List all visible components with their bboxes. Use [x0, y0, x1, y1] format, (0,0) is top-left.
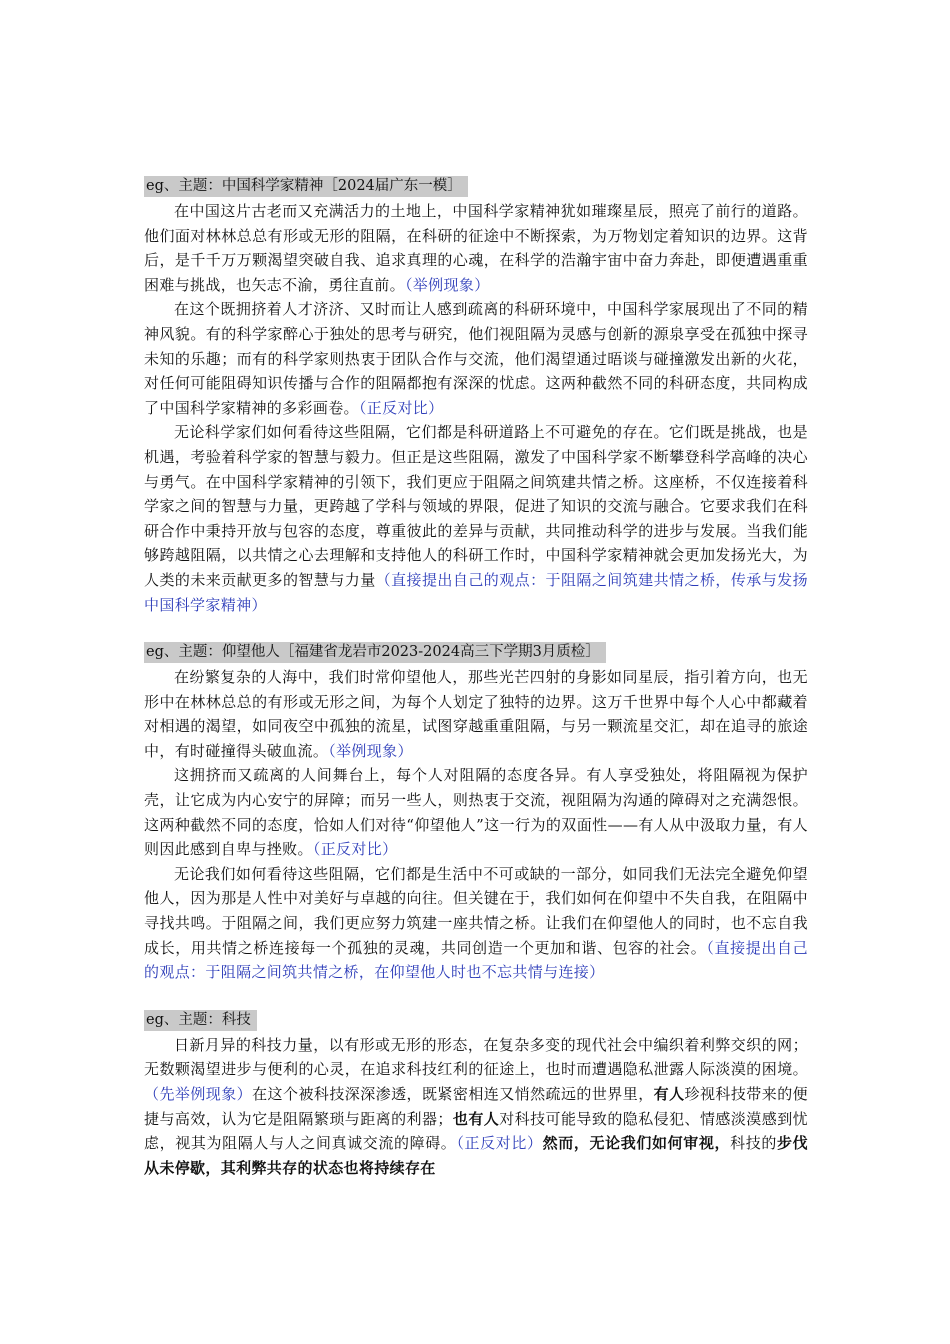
paragraph-viewpoint — [144, 862, 808, 985]
paragraph-text: 科技的 — [730, 1134, 778, 1153]
paragraph-contrast — [144, 297, 808, 420]
annotation-note: （正反对比） — [312, 840, 398, 859]
paragraph-intro — [144, 199, 808, 297]
annotation-note: （正反对比） — [358, 398, 444, 417]
paragraph-text: 在纷繁复杂的人海中，我们时常仰望他人，那些光芒四射的身影如同星辰，指引着方向，也无形中在林林总总的有形或无形之间，为每个人划定了独特的边界。这万千世界中每个人心中都藏着对相遇的渴望，如同夜空中孤独的流星，试图穿越重重阻隔，与另一颗流星交汇，却在追寻的旅途中，有时碰撞得头破血流。 — [144, 668, 808, 760]
example-section-scientist-spirit — [144, 175, 808, 617]
document-body — [144, 175, 808, 1204]
example-section-looking-up — [144, 641, 808, 985]
section-heading: eg、主题：科技 — [144, 1010, 257, 1031]
paragraph-text: 这拥挤而又疏离的人间舞台上，每个人对阻隔的态度各异。有人享受独处，将阻隔视为保护壳，让它成为内心安宁的屏障；而另一些人，则热衷于交流，视阻隔为沟通的障碍对之充满怨恨。这两种截然不同的态度，恰如人们对待“仰望他人”这一行为的双面性——有人从中汲取力量，有人则因此感到自卑与挫败。 — [144, 766, 808, 859]
example-section-technology — [144, 1009, 808, 1181]
annotation-note: （举例现象） — [404, 275, 490, 294]
paragraph-text: 对科技可能导致的隐私侵犯、情感淡漠感到忧虑，视其为阻隔人与人之间真诚交流的障碍。 — [144, 1109, 808, 1153]
annotation-note: （举例现象） — [328, 741, 413, 760]
paragraph-text: 在中国这片古老而又充满活力的土地上，中国科学家精神犹如璀璨星辰，照亮了前行的道路。他们面对林林总总有形或无形的阻隔，在科研的征途中不断探索，为万物划定着知识的边界。这背后，是千千万万颗渴望突破自我、追求真理的心魂，在科学的浩瀚宇宙中奋力奔赴，即便遭遇重重困难与挑战，也矢志不渝，勇往直前。 — [144, 202, 808, 294]
section-heading: eg、主题：仰望他人［福建省龙岩市2023-2024高三下学期3月质检］ — [144, 642, 606, 663]
paragraph-text: 在这个被科技深深渗透，既紧密相连又悄然疏远的世界里， — [252, 1085, 654, 1103]
paragraph-text: 日新月异的科技力量，以有形或无形的形态，在复杂多变的现代社会中编织着利弊交织的网；无数颗渴望进步与便利的心灵，在追求科技红利的征途上，也时而遭遇隐私泄露人际淡漠的困境。 — [144, 1035, 808, 1079]
paragraph-text: 在这个既拥挤着人才济济、又时而让人感到疏离的科研环境中，中国科学家展现出了不同的精神风貌。有的科学家醉心于独处的思考与研究，他们视阻隔为灵感与创新的源泉享受在孤独中探寻未知的乐趣；而有的科学家则热衷于团队合作与交流，他们渴望通过晤谈与碰撞激发出新的火花，对任何可能阻碍知识传播与合作的阻隔都抱有深深的忧虑。这两种截然不同的科研态度，共同构成了中国科学家精神的多彩画卷。 — [144, 300, 808, 417]
annotation-note: （直接提出自己的观点：于阻隔之间筑建共情之桥，传承与发扬中国科学家精神） — [144, 570, 808, 614]
bold-phrase: 步伐从未停歇，其利弊共存的状态也将持续存在 — [144, 1134, 808, 1177]
paragraph-contrast — [144, 763, 808, 861]
bold-phrase: 也有人 — [452, 1109, 500, 1128]
paragraph-viewpoint — [144, 420, 808, 617]
bold-phrase: 然而，无论我们如何审视， — [542, 1134, 731, 1153]
section-heading: eg、主题：中国科学家精神［2024届广东一模］ — [144, 176, 468, 197]
bold-phrase: 有人 — [653, 1085, 685, 1103]
annotation-note: （正反对比） — [456, 1134, 543, 1153]
paragraph-text: 珍视科技带来的便捷与高效，认为它是阻隔繁琐与距离的利器； — [144, 1085, 808, 1128]
paragraph-intro — [144, 665, 808, 763]
annotation-note: （直接提出自己的观点：于阻隔之间筑共情之桥，在仰望他人时也不忘共情与连接） — [144, 938, 809, 982]
annotation-note: （先举例现象） — [144, 1085, 253, 1103]
paragraph-text: 无论科学家们如何看待这些阻隔，它们都是科研道路上不可避免的存在。它们既是挑战，也是机遇，考验着科学家的智慧与毅力。但正是这些阻隔，激发了中国科学家不断攀登科学高峰的决心与勇气。在中国科学家精神的引领下，我们更应于阻隔之间筑建共情之桥。这座桥，不仅连接着科学家之间的智慧与力量，更跨越了学科与领域的界限，促进了知识的交流与融合。它要求我们在科研合作中秉持开放与包容的态度，尊重彼此的差异与贡献，共同推动科学的进步与发展。当我们能够跨越阻隔，以共情之心去理解和支持他人的科研工作时，中国科学家精神就会更加发扬光大，为人类的未来贡献更多的智慧与力量 — [144, 423, 808, 589]
paragraph-intro — [144, 1033, 808, 1181]
paragraph-text: 无论我们如何看待这些阻隔，它们都是生活中不可或缺的一部分，如同我们无法完全避免仰望他人，因为那是人性中对美好与卓越的向往。但关键在于，我们如何在仰望中不失自我，在阻隔中寻找共鸣。于阻隔之间，我们更应努力筑建一座共情之桥。让我们在仰望他人的同时，也不忘自我成长，用共情之桥连接每一个孤独的灵魂，共同创造一个更加和谐、包容的社会。 — [144, 864, 808, 957]
